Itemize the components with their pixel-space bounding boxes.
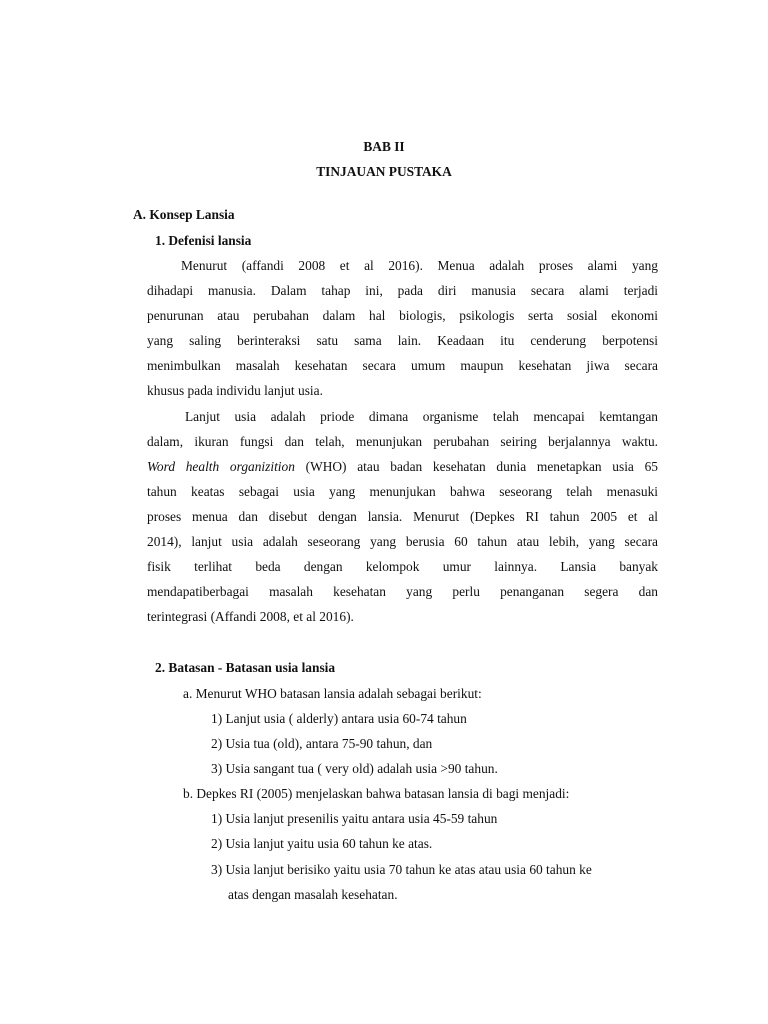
chapter-title: TINJAUAN PUSTAKA (316, 164, 452, 179)
paragraph-1-line: penurunan atau perubahan dalam hal biologis, psikologis serta sosial ekonomi (147, 308, 658, 323)
list-item: 1) Lanjut usia ( alderly) antara usia 60-74 tahun (211, 711, 467, 726)
list-item: 2) Usia tua (old), antara 75-90 tahun, dan (211, 736, 433, 751)
paragraph-1-line: khusus pada individu lanjut usia. (147, 383, 323, 398)
subsection-heading-2: 2. Batasan - Batasan usia lansia (155, 660, 336, 675)
paragraph-1-line: Menurut (affandi 2008 et al 2016). Menua adalah proses alami yang (181, 258, 658, 273)
paragraph-2-line: proses menua dan disebut dengan lansia. Menurut (Depkes RI tahun 2005 et al (147, 509, 658, 524)
paragraph-2-line: dalam, ikuran fungsi dan telah, menunjukan perubahan seiring berjalannya waktu. (147, 434, 658, 449)
who-italic-name: Word health organizition (147, 459, 295, 474)
paragraph-2-line: fisik terlihat beda dengan kelompok umur lainnya. Lansia banyak (147, 559, 658, 574)
list-item: 1) Usia lanjut presenilis yaitu antara usia 45-59 tahun (211, 811, 498, 826)
chapter-number: BAB II (363, 139, 405, 154)
paragraph-2-line: 2014), lanjut usia adalah seseorang yang berusia 60 tahun atau lebih, yang secara (147, 534, 658, 549)
paragraph-2-line: Lanjut usia adalah priode dimana organisme telah mencapai kemtangan (185, 409, 658, 424)
paragraph-1-line: dihadapi manusia. Dalam tahap ini, pada diri manusia secara alami terjadi (147, 283, 658, 298)
list-item: 3) Usia lanjut berisiko yaitu usia 70 tahun ke atas atau usia 60 tahun ke (211, 862, 592, 877)
paragraph-2-line-rest: (WHO) atau badan kesehatan dunia menetapkan usia 65 (294, 459, 658, 474)
list-item-continuation: atas dengan masalah kesehatan. (228, 887, 398, 902)
paragraph-2-line: terintegrasi (Affandi 2008, et al 2016). (147, 609, 354, 624)
paragraph-2-line (147, 459, 658, 475)
paragraph-1-line: yang saling berinteraksi satu sama lain. Keadaan itu cenderung berpotensi (147, 333, 658, 348)
list-item-b: b. Depkes RI (2005) menjelaskan bahwa batasan lansia di bagi menjadi: (183, 786, 570, 801)
paragraph-2-line: mendapatiberbagai masalah kesehatan yang perlu penanganan segera dan (147, 584, 658, 599)
section-heading-a: A. Konsep Lansia (133, 207, 235, 222)
subsection-heading-1: 1. Defenisi lansia (155, 233, 252, 248)
paragraph-1-line: menimbulkan masalah kesehatan secara umum maupun kesehatan jiwa secara (147, 358, 658, 373)
list-item-a: a. Menurut WHO batasan lansia adalah sebagai berikut: (183, 686, 482, 701)
paragraph-2-line: tahun keatas sebagai usia yang menunjukan bahwa seseorang telah menasuki (147, 484, 658, 499)
list-item: 2) Usia lanjut yaitu usia 60 tahun ke atas. (211, 836, 433, 851)
list-item: 3) Usia sangant tua ( very old) adalah usia >90 tahun. (211, 761, 498, 776)
